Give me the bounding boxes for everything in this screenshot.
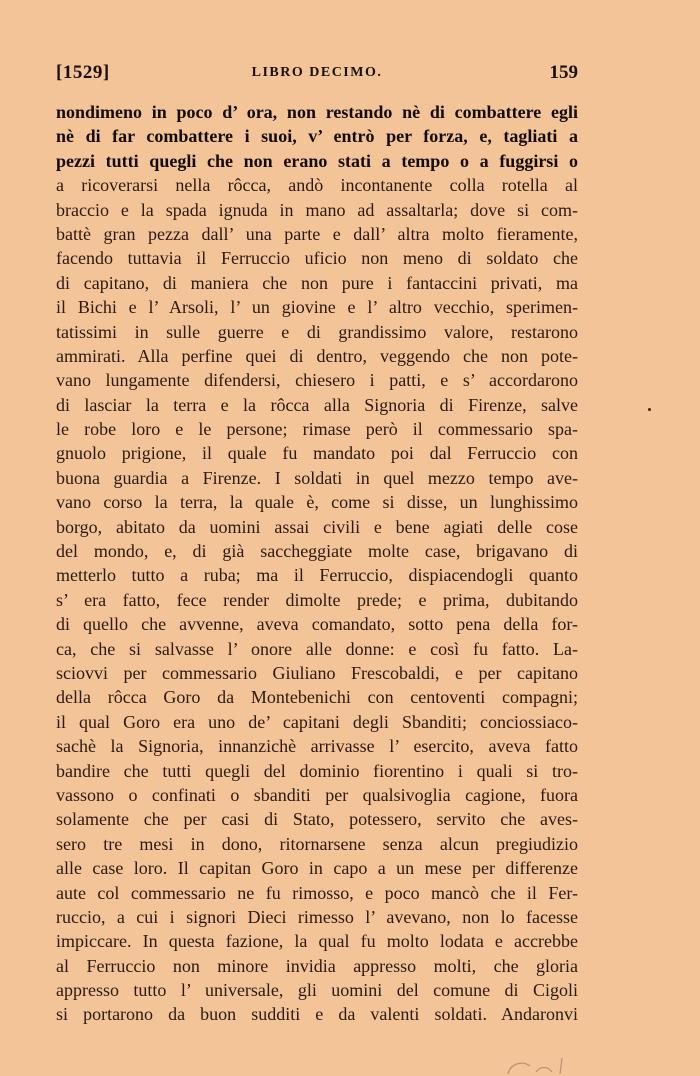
text-line: di lasciar la terra e la rôcca alla Signoria di Firenze, salve: [56, 394, 578, 415]
text-line: borgo, abitato da uomini assai civili e bene agiati delle cose: [56, 516, 578, 537]
text-line: vano lungamente difendersi, chiesero i patti, e s’ accordarono: [56, 370, 578, 391]
text-line: al Ferruccio non minore invidia appresso molti, che gloria: [56, 955, 578, 976]
text-line: sciovvi per commessario Giuliano Frescobaldi, e per capitano: [56, 662, 578, 683]
text-line: facendo tuttavia il Ferruccio uficio non meno di soldato che: [56, 248, 578, 269]
text-line: ca, che si salvasse l’ onore alle donne: e così fu fatto. La-: [56, 638, 578, 659]
text-line: braccio e la spada ignuda in mano ad assaltarla; dove si com-: [56, 199, 578, 220]
text-line: ruccio, a cui i signori Dieci rimesso l’ avevano, non lo facesse: [56, 906, 578, 927]
text-line: il qual Goro era uno de’ capitani degli Sbanditi; conciossiaco-: [56, 711, 578, 732]
digitizer-watermark-icon: [500, 1052, 590, 1076]
text-line: aute col commessario ne fu rimosso, e poco mancò che il Fer-: [56, 882, 578, 903]
text-line: gnuolo prigione, il quale fu mandato poi dal Ferruccio con: [56, 443, 578, 464]
body-text: [56, 100, 578, 1027]
ink-speck: [648, 408, 651, 411]
text-line: vano corso la terra, la quale è, come si disse, un lunghissimo: [56, 492, 578, 513]
text-line: del mondo, e, di già saccheggiate molte case, brigavano di: [56, 541, 578, 562]
text-line: della rôcca Goro da Montebenichi con centoventi compagni;: [56, 687, 578, 708]
text-line: a ricoverarsi nella rôcca, andò incontanente colla rotella al: [56, 175, 578, 196]
text-line: battè gran pezza dall’ una parte e dall’ altra molto fieramente,: [56, 223, 578, 244]
text-line: buona guardia a Firenze. I soldati in quel mezzo tempo ave-: [56, 467, 578, 488]
text-line: sero tre mesi in dono, ritornarsene senza alcun pregiudizio: [56, 833, 578, 854]
text-line: solamente che per casi di Stato, potessero, servito che aves-: [56, 809, 578, 830]
text-line: di capitano, di maniera che non pure i fantaccini privati, ma: [56, 272, 578, 293]
text-line: tatissimi in sulle guerre e di grandissimo valore, restarono: [56, 321, 578, 342]
text-line: sachè la Signoria, innanzichè arrivasse l’ esercito, aveva fatto: [56, 736, 578, 757]
text-line: bandire che tutti quegli del dominio fiorentino i quali si tro-: [56, 760, 578, 781]
text-line: le robe loro e le persone; rimase però il commessario spa-: [56, 419, 578, 440]
header-title: LIBRO DECIMO.: [251, 65, 383, 80]
page-number: 159: [549, 62, 578, 83]
text-line: il Bichi e l’ Arsoli, l’ un giovine e l’ altro vecchio, sperimen-: [56, 297, 578, 318]
text-line: di quello che avvenne, aveva comandato, sotto pena della for-: [56, 614, 578, 635]
running-header: [56, 62, 578, 88]
text-line: nondimeno in poco d’ ora, non restando nè di combattere egli: [56, 102, 578, 122]
text-line: metterlo tutto a ruba; ma il Ferruccio, dispiacendogli quanto: [56, 565, 578, 586]
book-page: [56, 62, 578, 1025]
text-line: alle case loro. Il capitan Goro in capo a un mese per differenze: [56, 858, 578, 879]
text-line: s’ era fatto, fece render dimolte prede; e prima, dubitando: [56, 589, 578, 610]
text-line: impiccare. In questa fazione, la qual fu molto lodata e accrebbe: [56, 931, 578, 952]
text-line: vassono o confinati o sbanditi per qualsivoglia cagione, fuora: [56, 784, 578, 805]
header-year: [1529]: [56, 62, 110, 83]
text-line: nè di far combattere i suoi, v’ entrò per forza, e, tagliati a: [56, 126, 578, 147]
text-line: pezzi tutti quegli che non erano stati a tempo o a fuggirsi o: [56, 150, 578, 171]
text-line: si portarono da buon sudditi e da valenti soldati. Andaronvi: [56, 1004, 578, 1025]
text-line: ammirati. Alla perfine quei di dentro, veggendo che non pote-: [56, 345, 578, 366]
text-line: appresso tutto l’ universale, gli uomini del comune di Cigoli: [56, 980, 578, 1001]
